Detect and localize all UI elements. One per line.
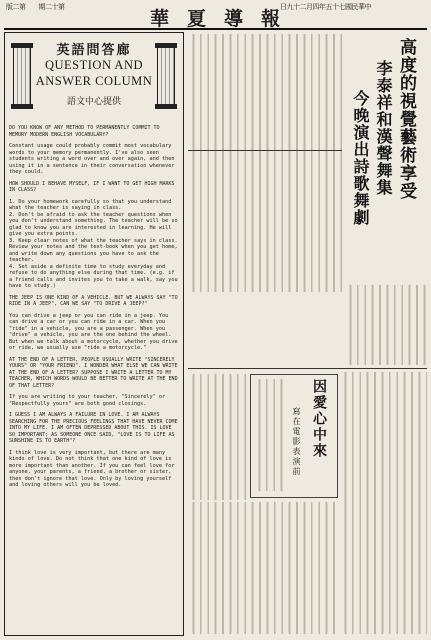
qa-question: DO YOU KNOW OF ANY METHOD TO PERMANENTLY COMMIT TO MEMORY MODERN ENGLISH VOCABULARY?: [9, 125, 160, 138]
qa-answer: You can drive a jeep or you can ride in a jeep. You can drive a car or you can ride in a car. When you "ride" in a vehicle, you are a passenger. When you "drive" a vehicle, you are the one behind the wheel. But when we talk about a motorcycle, whether you drive or ride, we usually use "ride a motorcycle.": [9, 312, 178, 351]
article-top-headline-2: 李泰祥和漢聲舞集: [374, 60, 393, 196]
qa-answer: 1. Do your homework carefully so that you understand what the teacher is saying in class. 2. Don't be afraid to ask the teacher questions when you don't understand something. The teacher will be so glad to know you are interested in learning. He will give you extra points. 3. Keep clear notes of what the teacher says in class. Review your notes and the text-book when you get home, and write down any questions you have to ask the teacher. 4. Set aside a definite time to study everyday and refuse to do anything else during that time. (e.g. if a friend calls and invites you to take a walk, say you have to study.): [9, 198, 178, 289]
qa-title-english-line2: ANSWER COLUMN: [35, 74, 153, 88]
newspaper-title: 華夏導報: [150, 8, 299, 30]
qa-question: THE JEEP IS ONE KIND OF A VEHICLE. BUT WE ALWAYS SAY "TO RIDE IN A JEEP", CAN WE SAY "TO DRIVE A JEEP?": [9, 294, 178, 307]
article-top-body-right: [345, 285, 427, 365]
qa-question: AT THE END OF A LETTER, PEOPLE USUALLY WRITE "SINCERELY YOURS" OR "YOUR FRIEND". I WONDER WHAT ELSE WE CAN WRITE AT THE END OF A LETTER? SUPPOSE I WRITE A LETTER TO MY TEACHER, WHICH WORDS WOULD BE BETTER TO WRITE AT THE END OF THAT LETTER?: [9, 356, 178, 389]
article-bottom-title-box: [250, 374, 338, 498]
article-bottom-body-right: [340, 372, 427, 634]
article-top-body-left: [188, 34, 342, 292]
qa-answer: Constant usage could probably commit most vocabulary words to your memory permanently. I've also seen students writing a word over and over again, and then using it in a sentence in their conversation whenever they could.: [9, 143, 175, 175]
qa-title-english-line1: QUESTION AND: [44, 58, 143, 72]
article-top-rule: [188, 150, 342, 151]
section-divider: [188, 368, 427, 369]
article-bottom-body-left-upper: [188, 374, 246, 500]
page-edition-label: 版二第 期二十第: [6, 3, 65, 11]
article-bottom-subhead: 寫在電影表演前: [292, 407, 301, 477]
article-bottom-body-lower: [188, 502, 336, 634]
article-top-headline-1: 高度的視覺藝術享受: [396, 38, 416, 200]
qa-title-chinese: 英語問答廊: [56, 43, 132, 58]
qa-answer: I think love is very important, but there are many kinds of love. Do not think that one kind of love is more important than another. If you can feel love for anyone, your parents, a friend, a brother or sister, then don't ignore that love. Only by loving yourself and loving others will you be loved.: [9, 449, 175, 488]
qa-question: I GUESS I AM ALWAYS A FAILURE IN LOVE. I AM ALWAYS SEARCHING FOR THE PRECIOUS FEELINGS THAT HAVE NEVER COME INTO MY LIFE. I AM OFTEN DEPRESSED ABOUT THIS. IS LOVE SO IMPORTANT; AS SOMEONE ONCE SAID, "LOVE IS TO LIFE AS SUNSHINE IS TO EARTH"?: [9, 412, 178, 444]
article-bottom-headline: 因愛心中來: [311, 379, 327, 459]
article-bottom-intro: [254, 379, 286, 491]
qa-answer: If you are writing to your teacher, "Sincerely" or "Respectfully yours" are both good closings.: [9, 394, 166, 407]
qa-body: [9, 125, 180, 494]
qa-column-header: [5, 33, 183, 125]
article-top-headline-3: 今晚演出詩歌舞劇: [351, 90, 370, 226]
issue-date: 日九十二月四年五十七國民華中: [280, 3, 371, 11]
masthead-rule: [4, 28, 427, 30]
qa-column: [4, 32, 184, 636]
qa-provider: 語文中心提供: [66, 97, 121, 107]
qa-question: HOW SHOULD I BEHAVE MYSELF, IF I WANT TO GET HIGH MARKS IN CLASS?: [9, 180, 175, 193]
